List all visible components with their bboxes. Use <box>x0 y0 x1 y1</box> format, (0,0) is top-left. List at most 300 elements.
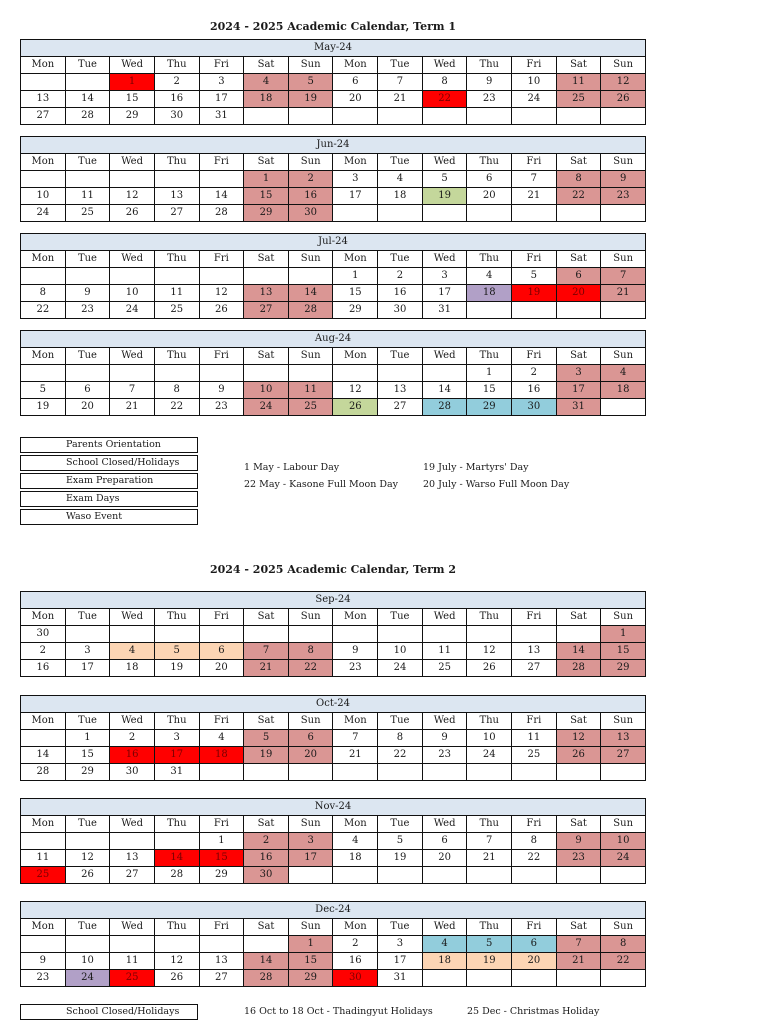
day-cell: 17 <box>154 747 199 764</box>
day-cell: 29 <box>288 970 333 987</box>
day-cell <box>244 268 289 285</box>
day-cell: 12 <box>333 382 378 399</box>
weekday-header: Sun <box>601 57 646 74</box>
weekday-header: Sat <box>556 348 601 365</box>
day-cell: 22 <box>378 747 423 764</box>
day-cell: 29 <box>110 108 155 125</box>
day-cell <box>21 833 66 850</box>
day-cell: 21 <box>556 953 601 970</box>
weekday-header: Thu <box>154 609 199 626</box>
day-cell: 3 <box>154 730 199 747</box>
day-cell: 26 <box>65 867 110 884</box>
weekday-header: Fri <box>199 713 244 730</box>
day-cell: 1 <box>110 74 155 91</box>
day-cell: 21 <box>378 91 423 108</box>
weekday-header: Sat <box>556 816 601 833</box>
day-cell: 3 <box>333 171 378 188</box>
day-cell: 8 <box>556 171 601 188</box>
day-cell <box>512 302 557 319</box>
weekday-header: Sat <box>244 251 289 268</box>
weekday-header: Tue <box>65 713 110 730</box>
day-cell: 25 <box>512 747 557 764</box>
day-cell: 2 <box>110 730 155 747</box>
day-cell <box>378 205 423 222</box>
month-table-sep-24 <box>20 591 646 677</box>
week-row <box>21 171 646 188</box>
weekday-header: Wed <box>422 816 467 833</box>
week-row <box>21 365 646 382</box>
day-cell: 6 <box>288 730 333 747</box>
day-cell: 31 <box>199 108 244 125</box>
day-cell: 22 <box>512 850 557 867</box>
day-cell: 3 <box>556 365 601 382</box>
weekday-header: Mon <box>333 919 378 936</box>
day-cell: 23 <box>556 850 601 867</box>
day-cell: 10 <box>601 833 646 850</box>
weekday-header: Wed <box>110 609 155 626</box>
day-cell <box>288 365 333 382</box>
week-row <box>21 867 646 884</box>
day-cell: 5 <box>512 268 557 285</box>
weekday-header: Wed <box>422 57 467 74</box>
weekday-header: Sun <box>288 609 333 626</box>
day-cell <box>422 764 467 781</box>
day-cell: 27 <box>154 205 199 222</box>
day-cell: 8 <box>288 643 333 660</box>
day-cell: 15 <box>65 747 110 764</box>
day-cell <box>154 365 199 382</box>
day-cell: 20 <box>512 953 557 970</box>
legend-label: Exam Preparation <box>66 475 154 486</box>
weekday-header: Sun <box>601 348 646 365</box>
day-cell: 25 <box>556 91 601 108</box>
day-cell: 27 <box>601 747 646 764</box>
day-cell: 9 <box>467 74 512 91</box>
weekday-header: Mon <box>21 816 66 833</box>
day-cell: 26 <box>556 747 601 764</box>
weekday-header: Sun <box>601 816 646 833</box>
day-cell: 26 <box>154 970 199 987</box>
day-cell <box>288 626 333 643</box>
day-cell: 4 <box>244 74 289 91</box>
day-cell <box>512 970 557 987</box>
day-cell <box>154 936 199 953</box>
term1-notes-col2 <box>423 459 569 493</box>
day-cell <box>21 936 66 953</box>
holiday-note: 16 Oct to 18 Oct - Thadingyut Holidays <box>244 1006 433 1017</box>
day-cell: 24 <box>65 970 110 987</box>
day-cell: 27 <box>21 108 66 125</box>
day-cell <box>422 365 467 382</box>
day-cell <box>154 833 199 850</box>
weekday-header: Thu <box>154 919 199 936</box>
day-cell: 28 <box>556 660 601 677</box>
day-cell: 4 <box>199 730 244 747</box>
day-cell: 17 <box>288 850 333 867</box>
day-cell: 16 <box>333 953 378 970</box>
week-row <box>21 108 646 125</box>
day-cell <box>556 626 601 643</box>
weekday-header: Sat <box>244 348 289 365</box>
day-cell: 20 <box>422 850 467 867</box>
day-cell: 14 <box>422 382 467 399</box>
weekday-header: Fri <box>512 251 557 268</box>
day-cell: 16 <box>110 747 155 764</box>
weekday-header: Sun <box>288 919 333 936</box>
holiday-note: 1 May - Labour Day <box>244 462 340 473</box>
day-cell <box>199 268 244 285</box>
legend-item <box>20 437 198 453</box>
day-cell <box>422 108 467 125</box>
month-header: Sep-24 <box>21 592 646 609</box>
day-cell: 22 <box>422 91 467 108</box>
weekday-header: Fri <box>512 713 557 730</box>
day-cell <box>378 626 423 643</box>
day-cell <box>199 171 244 188</box>
legend-item <box>20 1004 198 1020</box>
weekday-header: Sat <box>244 154 289 171</box>
day-cell <box>467 108 512 125</box>
day-cell: 17 <box>65 660 110 677</box>
day-cell: 26 <box>199 302 244 319</box>
day-cell: 8 <box>512 833 557 850</box>
weekday-header: Sun <box>288 816 333 833</box>
holiday-note: 25 Dec - Christmas Holiday <box>467 1006 600 1017</box>
day-cell <box>110 268 155 285</box>
day-cell <box>288 764 333 781</box>
day-cell: 13 <box>199 953 244 970</box>
day-cell: 15 <box>199 850 244 867</box>
week-row <box>21 953 646 970</box>
week-row <box>21 268 646 285</box>
day-cell: 19 <box>288 91 333 108</box>
day-cell: 9 <box>199 382 244 399</box>
day-cell: 18 <box>467 285 512 302</box>
weekday-header: Wed <box>110 348 155 365</box>
legend-label: School Closed/Holidays <box>66 457 180 468</box>
day-cell: 8 <box>21 285 66 302</box>
day-cell: 3 <box>378 936 423 953</box>
day-cell: 25 <box>154 302 199 319</box>
week-row <box>21 936 646 953</box>
day-cell: 23 <box>199 399 244 416</box>
weekday-header: Mon <box>21 919 66 936</box>
day-cell: 17 <box>422 285 467 302</box>
weekday-header: Thu <box>467 251 512 268</box>
day-cell: 5 <box>467 936 512 953</box>
day-cell: 10 <box>512 74 557 91</box>
day-cell: 20 <box>199 660 244 677</box>
week-row <box>21 970 646 987</box>
day-cell: 30 <box>333 970 378 987</box>
day-cell: 3 <box>422 268 467 285</box>
day-cell: 11 <box>154 285 199 302</box>
day-cell: 26 <box>601 91 646 108</box>
weekday-header: Sat <box>244 919 289 936</box>
day-cell: 29 <box>333 302 378 319</box>
day-cell: 13 <box>21 91 66 108</box>
weekday-header: Wed <box>110 154 155 171</box>
term2-notes-col1 <box>244 1003 433 1020</box>
weekday-header: Mon <box>333 251 378 268</box>
month-table-aug-24 <box>20 330 646 416</box>
day-cell <box>288 867 333 884</box>
weekday-header: Thu <box>467 816 512 833</box>
day-cell: 30 <box>378 302 423 319</box>
day-cell <box>512 108 557 125</box>
day-cell: 14 <box>65 91 110 108</box>
weekday-header: Thu <box>154 816 199 833</box>
holiday-note: 19 July - Martyrs' Day <box>423 462 529 473</box>
day-cell <box>65 936 110 953</box>
day-cell: 22 <box>556 188 601 205</box>
day-cell: 3 <box>199 74 244 91</box>
day-cell: 28 <box>244 970 289 987</box>
day-cell: 7 <box>467 833 512 850</box>
day-cell: 10 <box>467 730 512 747</box>
day-cell <box>601 302 646 319</box>
day-cell: 18 <box>333 850 378 867</box>
day-cell <box>378 867 423 884</box>
weekday-header: Sat <box>244 713 289 730</box>
weekday-header: Thu <box>467 713 512 730</box>
legend-label: Exam Days <box>66 493 120 504</box>
term2-notes-col2 <box>467 1003 599 1020</box>
day-cell <box>556 764 601 781</box>
weekday-header: Tue <box>65 154 110 171</box>
weekday-header: Tue <box>65 57 110 74</box>
day-cell <box>512 205 557 222</box>
day-cell: 5 <box>378 833 423 850</box>
day-cell: 25 <box>110 970 155 987</box>
day-cell: 2 <box>154 74 199 91</box>
term2-title: 2024 - 2025 Academic Calendar, Term 2 <box>209 563 457 576</box>
day-cell: 2 <box>288 171 333 188</box>
day-cell: 9 <box>422 730 467 747</box>
day-cell: 23 <box>65 302 110 319</box>
day-cell <box>378 764 423 781</box>
day-cell: 2 <box>333 936 378 953</box>
day-cell: 7 <box>333 730 378 747</box>
weekday-header: Tue <box>65 251 110 268</box>
weekday-header: Mon <box>21 57 66 74</box>
day-cell <box>467 626 512 643</box>
day-cell <box>65 268 110 285</box>
weekday-header: Sun <box>601 609 646 626</box>
day-cell: 3 <box>65 643 110 660</box>
day-cell: 11 <box>512 730 557 747</box>
day-cell: 19 <box>378 850 423 867</box>
weekday-header: Tue <box>65 816 110 833</box>
weekday-header: Thu <box>154 713 199 730</box>
weekday-header: Fri <box>199 251 244 268</box>
day-cell: 18 <box>110 660 155 677</box>
day-cell <box>154 171 199 188</box>
day-cell: 30 <box>21 626 66 643</box>
day-cell: 13 <box>378 382 423 399</box>
day-cell: 18 <box>199 747 244 764</box>
holiday-note: 20 July - Warso Full Moon Day <box>423 479 570 490</box>
weekday-header: Tue <box>378 919 423 936</box>
day-cell: 5 <box>422 171 467 188</box>
week-row <box>21 764 646 781</box>
day-cell: 25 <box>21 867 66 884</box>
day-cell: 18 <box>378 188 423 205</box>
legend-label: School Closed/Holidays <box>66 1006 180 1017</box>
day-cell: 23 <box>467 91 512 108</box>
day-cell: 21 <box>110 399 155 416</box>
weekday-header: Fri <box>199 154 244 171</box>
day-cell: 13 <box>512 643 557 660</box>
weekday-header: Tue <box>378 251 423 268</box>
day-cell: 7 <box>110 382 155 399</box>
day-cell: 4 <box>333 833 378 850</box>
weekday-header: Fri <box>199 348 244 365</box>
day-cell: 6 <box>512 936 557 953</box>
day-cell: 25 <box>65 205 110 222</box>
day-cell: 29 <box>199 867 244 884</box>
weekday-header: Thu <box>467 154 512 171</box>
day-cell <box>65 171 110 188</box>
day-cell <box>601 399 646 416</box>
day-cell: 1 <box>199 833 244 850</box>
day-cell: 24 <box>467 747 512 764</box>
day-cell: 12 <box>601 74 646 91</box>
day-cell: 5 <box>21 382 66 399</box>
week-row <box>21 399 646 416</box>
day-cell <box>288 268 333 285</box>
weekday-header: Wed <box>110 713 155 730</box>
day-cell: 16 <box>288 188 333 205</box>
day-cell: 12 <box>154 953 199 970</box>
day-cell: 8 <box>378 730 423 747</box>
day-cell <box>512 626 557 643</box>
day-cell: 24 <box>21 205 66 222</box>
day-cell: 31 <box>556 399 601 416</box>
day-cell: 16 <box>154 91 199 108</box>
day-cell: 5 <box>244 730 289 747</box>
day-cell: 22 <box>154 399 199 416</box>
week-row <box>21 205 646 222</box>
day-cell <box>154 626 199 643</box>
day-cell: 4 <box>467 268 512 285</box>
week-row <box>21 643 646 660</box>
day-cell <box>21 365 66 382</box>
day-cell: 14 <box>21 747 66 764</box>
day-cell: 17 <box>333 188 378 205</box>
day-cell <box>512 867 557 884</box>
day-cell: 20 <box>65 399 110 416</box>
weekday-header: Mon <box>333 348 378 365</box>
day-cell: 14 <box>288 285 333 302</box>
day-cell: 27 <box>378 399 423 416</box>
day-cell: 27 <box>512 660 557 677</box>
day-cell: 27 <box>244 302 289 319</box>
day-cell <box>333 365 378 382</box>
day-cell: 16 <box>244 850 289 867</box>
day-cell: 12 <box>65 850 110 867</box>
term1-title: 2024 - 2025 Academic Calendar, Term 1 <box>209 20 457 33</box>
day-cell: 16 <box>21 660 66 677</box>
day-cell: 19 <box>154 660 199 677</box>
day-cell: 19 <box>467 953 512 970</box>
weekday-header: Sat <box>556 154 601 171</box>
week-row <box>21 626 646 643</box>
day-cell: 15 <box>333 285 378 302</box>
day-cell: 26 <box>467 660 512 677</box>
day-cell: 1 <box>288 936 333 953</box>
day-cell <box>556 970 601 987</box>
day-cell: 24 <box>512 91 557 108</box>
weekday-header: Thu <box>467 348 512 365</box>
day-cell: 28 <box>422 399 467 416</box>
weekday-header: Wed <box>422 713 467 730</box>
day-cell: 10 <box>65 953 110 970</box>
weekday-header: Mon <box>21 348 66 365</box>
month-header: Jul-24 <box>21 234 646 251</box>
month-header: Oct-24 <box>21 696 646 713</box>
day-cell: 13 <box>601 730 646 747</box>
day-cell <box>21 730 66 747</box>
weekday-header: Tue <box>378 713 423 730</box>
weekday-header: Tue <box>378 609 423 626</box>
legend-item <box>20 455 198 471</box>
day-cell: 9 <box>21 953 66 970</box>
day-cell <box>467 302 512 319</box>
legend-label: Waso Event <box>66 511 123 522</box>
day-cell: 4 <box>110 643 155 660</box>
weekday-header: Thu <box>154 57 199 74</box>
day-cell: 15 <box>288 953 333 970</box>
day-cell <box>467 867 512 884</box>
weekday-header: Wed <box>110 816 155 833</box>
weekday-header: Thu <box>154 154 199 171</box>
day-cell: 11 <box>110 953 155 970</box>
day-cell: 25 <box>288 399 333 416</box>
day-cell: 28 <box>65 108 110 125</box>
month-table-nov-24 <box>20 798 646 884</box>
weekday-header: Mon <box>21 154 66 171</box>
week-row <box>21 833 646 850</box>
week-row <box>21 91 646 108</box>
day-cell: 14 <box>154 850 199 867</box>
weekday-header: Sun <box>601 713 646 730</box>
weekday-header: Tue <box>65 609 110 626</box>
day-cell: 15 <box>467 382 512 399</box>
weekday-header: Thu <box>467 609 512 626</box>
day-cell <box>333 626 378 643</box>
day-cell <box>21 74 66 91</box>
weekday-header: Tue <box>65 919 110 936</box>
day-cell <box>422 205 467 222</box>
day-cell <box>512 764 557 781</box>
weekday-header: Fri <box>512 816 557 833</box>
day-cell: 17 <box>378 953 423 970</box>
term1-notes-col1 <box>244 459 398 493</box>
day-cell: 18 <box>244 91 289 108</box>
day-cell: 24 <box>244 399 289 416</box>
day-cell: 17 <box>556 382 601 399</box>
day-cell <box>65 833 110 850</box>
legend-item <box>20 473 198 489</box>
weekday-header: Sat <box>556 57 601 74</box>
day-cell <box>244 764 289 781</box>
weekday-header: Mon <box>333 816 378 833</box>
day-cell: 18 <box>601 382 646 399</box>
day-cell: 19 <box>21 399 66 416</box>
day-cell: 17 <box>199 91 244 108</box>
day-cell: 11 <box>21 850 66 867</box>
